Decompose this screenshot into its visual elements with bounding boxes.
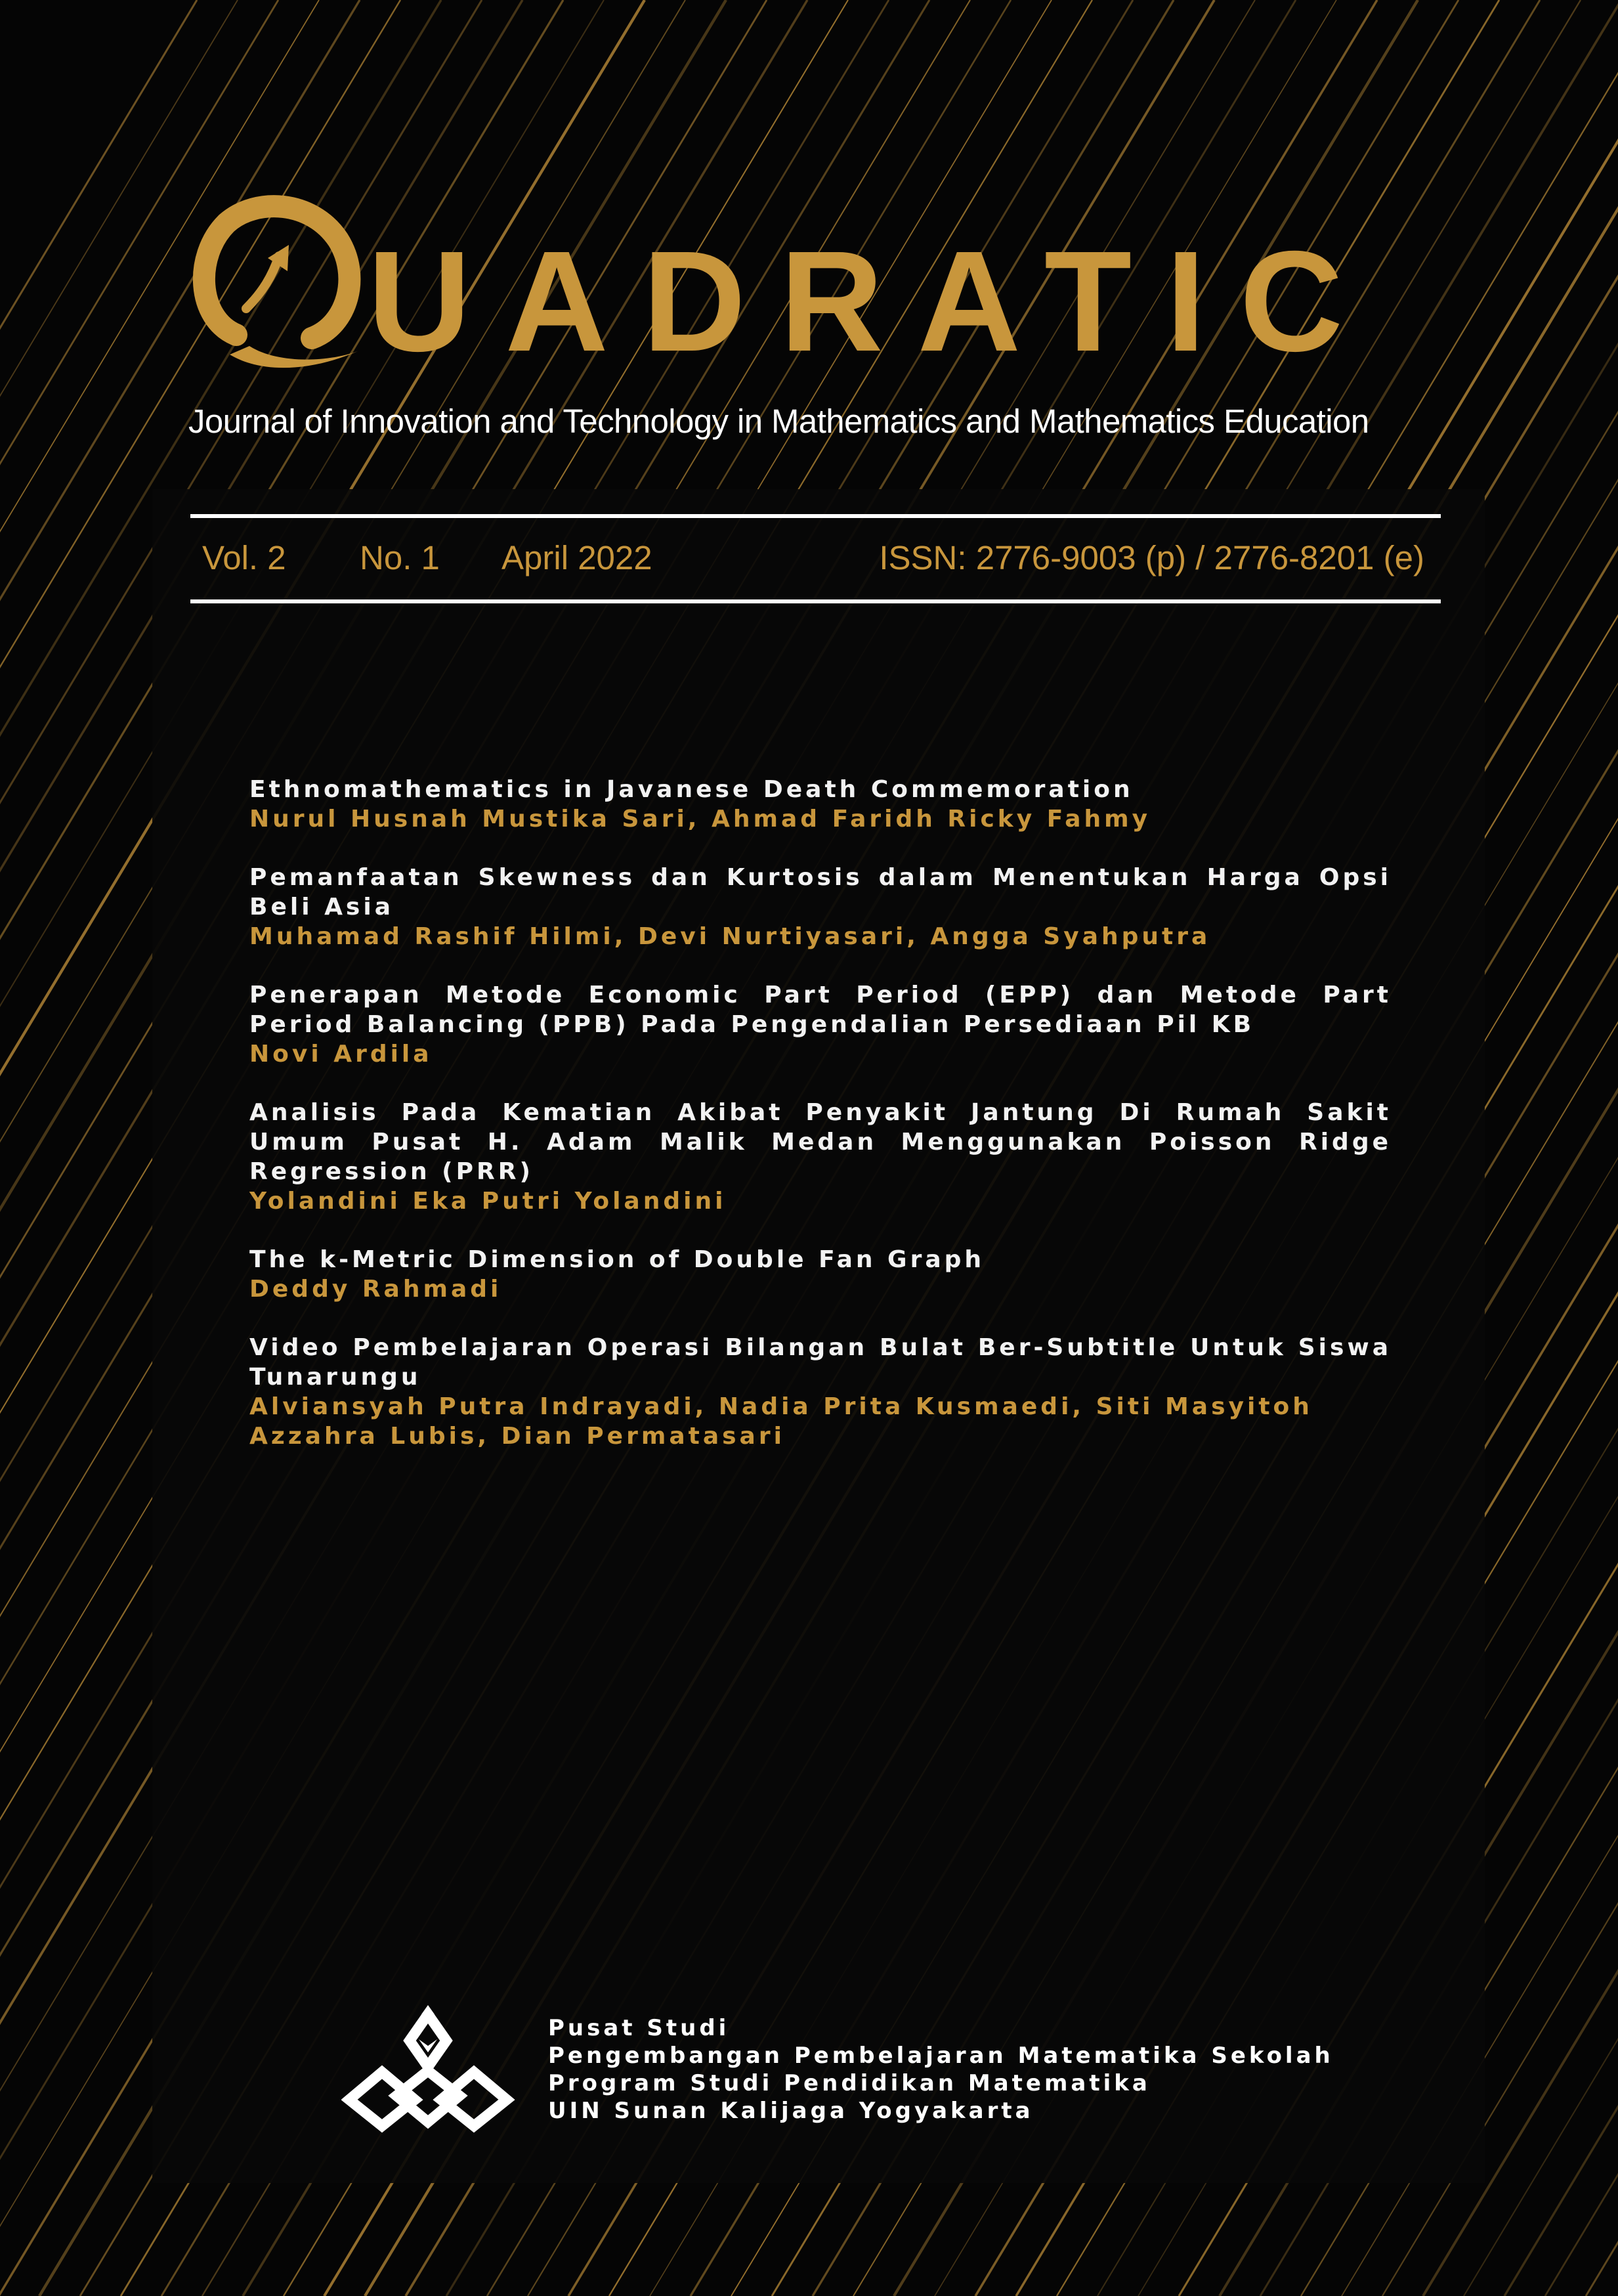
article-title: Analisis Pada Kematian Akibat Penyakit Jantung Di Rumah Sakit Umum Pusat H. Adam Malik Medan Menggunakan Poisson Ridge Regression (PRR): [249, 1099, 1392, 1185]
article-authors: Deddy Rahmadi: [249, 1276, 502, 1303]
article-entry: [249, 1245, 1392, 1304]
article-entry: [249, 1333, 1392, 1451]
article-title: The k-Metric Dimension of Double Fan Graph: [249, 1246, 985, 1273]
publisher-line: Pengembangan Pembelajaran Matematika Sekolah: [548, 2043, 1334, 2069]
article-title: Pemanfaatan Skewness dan Kurtosis dalam Menentukan Harga Opsi Beli Asia: [249, 864, 1392, 921]
publisher-line: UIN Sunan Kalijaga Yogyakarta: [548, 2098, 1034, 2124]
issue-date: April 2022: [501, 539, 652, 576]
bottom-divider: [190, 599, 1441, 603]
publisher-line: Program Studi Pendidikan Matematika: [548, 2070, 1151, 2096]
article-entry: [249, 775, 1392, 834]
article-authors: Novi Ardila: [249, 1041, 433, 1068]
table-of-contents: [249, 775, 1392, 1480]
number-label: No. 1: [360, 539, 440, 576]
journal-title: UADRATIC: [368, 222, 1378, 381]
article-authors: Muhamad Rashif Hilmi, Devi Nurtiyasari, Angga Syahputra: [249, 923, 1211, 950]
issn-label: ISSN: 2776-9003 (p) / 2776-8201 (e): [879, 539, 1424, 576]
article-title: Penerapan Metode Economic Part Period (EPP) dan Metode Part Period Balancing (PPB) Pada Pengendalian Persediaan Pil KB: [249, 982, 1392, 1038]
article-authors: Alviansyah Putra Indrayadi, Nadia Prita Kusmaedi, Siti Masyitoh Azzahra Lubis, Dian Permatasari: [249, 1393, 1313, 1450]
top-divider: [190, 514, 1441, 518]
article-authors: Nurul Husnah Mustika Sari, Ahmad Faridh Ricky Fahmy: [249, 806, 1151, 833]
article-entry: [249, 980, 1392, 1069]
publisher-block: [548, 2014, 1334, 2125]
article-entry: [249, 863, 1392, 951]
issue-info: [202, 538, 1424, 584]
article-entry: [249, 1098, 1392, 1216]
volume-label: Vol. 2: [202, 539, 286, 576]
publisher-line: Pusat Studi: [548, 2015, 730, 2041]
journal-subtitle: Journal of Innovation and Technology in Mathematics and Mathematics Education: [188, 402, 1369, 440]
institution-logo-icon: [341, 2003, 515, 2137]
article-title: Ethnomathematics in Javanese Death Commemoration: [249, 776, 1134, 803]
article-authors: Yolandini Eka Putri Yolandini: [249, 1188, 727, 1215]
article-title: Video Pembelajaran Operasi Bilangan Bulat Ber-Subtitle Untuk Siswa Tunarungu: [249, 1334, 1392, 1391]
q-swirl-logo-icon: [190, 194, 361, 378]
